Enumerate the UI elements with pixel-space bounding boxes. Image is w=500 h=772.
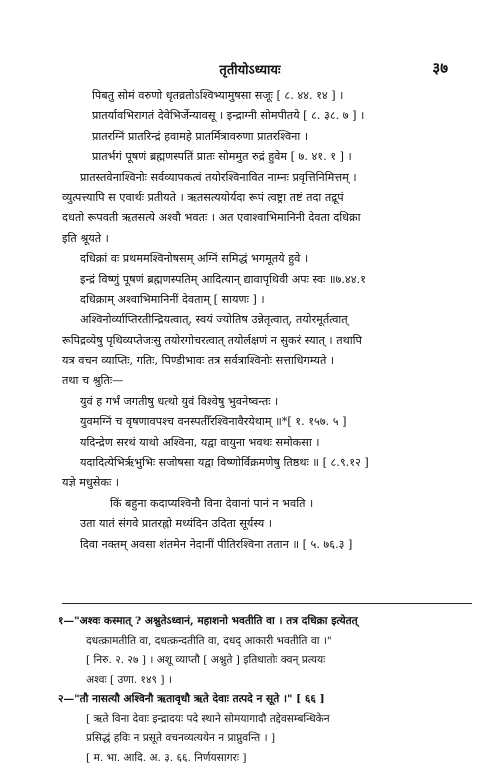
text-line: यज्ञे मधुसेकः । — [62, 476, 119, 490]
text-line: व्युत्पत्त्यापि स एवार्थः प्रतीयते । ऋतसत्ययोर्यदा रूपं त्वष्ट्रा तष्टं तदा तद्रूपं — [62, 190, 344, 204]
text-line: प्रातरग्निं प्रातरिन्द्रं हवामहे प्रातर्मित्रावरुणा प्रातरश्विना । — [92, 129, 309, 143]
text-line: दिवा नक्तम् अवसा शंतमेन नेदानीं पीतिरश्विना ततान ॥ [ ५. ७६.३ ] — [80, 537, 353, 551]
main-text — [62, 86, 472, 555]
footnote-line: [ निरु. २. २७ ] । अशू व्याप्तौ [ अश्नुते ] इतिधातोः क्वन् प्रत्ययः — [86, 654, 326, 666]
text-line: युवं ह गर्भं जगतीषु धत्थो युवं विश्वेषु भुवनेष्वन्तः । — [80, 394, 279, 408]
text-line: अश्विनोर्व्याप्तिरतीन्द्रियत्वात्, स्वयं ज्योतिष उन्नेतृत्वात्, तयोरमूर्तत्वात् — [80, 313, 348, 327]
text-line: प्रातस्तवेनाश्विनोः सर्वव्यापकत्वं तयोरश्विनावित नाम्नः प्रवृत्तिनिमित्तम् । — [80, 170, 357, 184]
text-line: उता यातं संगवे प्रातरह्नो मध्यंदिन उदिता सूर्यस्य । — [80, 517, 273, 531]
footnote-line: [ ऋते विना देवाः इन्द्रादयः पदे स्थाने सोमयागादौ तद्देवसम्बन्धिकेन — [86, 712, 330, 725]
text-line: इति श्रूयते । — [62, 231, 109, 245]
page-header — [0, 58, 500, 80]
footnote-line: अश्वः [ उणा. १४९ ] । — [86, 673, 172, 686]
footnotes — [58, 612, 478, 768]
footnote-line: प्रसिद्धं हविः न प्रसूते वचनव्यत्ययेन न प्राप्नुवन्ति । ] — [86, 732, 276, 744]
text-line: यदिन्द्रेण सरथं याथो अश्विना, यद्वा वायुना भवथः समोकसा । — [80, 435, 320, 449]
running-title: तृतीयोऽध्यायः — [219, 63, 281, 78]
text-line: पिबतु सोमं वरुणो धृतव्रतोऽश्विभ्यामुषसा सजूः [ ८. ४४. १४ ] । — [92, 89, 344, 102]
footnote-line: [ म. भा. आदि. अ. ३. ६६. निर्णयसागरः ] — [86, 751, 247, 764]
page-number: ३७ — [432, 59, 448, 77]
text-line: यदादित्येभिर्ऋभुभिः सजोषसा यद्वा विष्णोर्विक्रमणेषु तिष्ठथः ॥ [ ८.९.१२ ] — [80, 456, 369, 470]
footnote-divider — [62, 603, 472, 604]
text-line: इन्द्रं विष्णुं पूषणं ब्रह्मणस्पतिम् आदित्यान् द्यावापृथिवी अपः स्वः ॥७.४४.१ — [80, 272, 366, 286]
footnote-line: दधत्क्रामतीति वा, दधत्क्रन्दतीति वा, दधद् आकारी भवतीति वा ।" — [86, 634, 332, 647]
text-line: प्रातर्भगं पूषणं ब्रह्मणस्पतिं प्रातः सोममुत रुद्रं हुवेम [ ७. ४१. १ ] । — [92, 150, 352, 164]
text-line: यत्र वचन व्याप्तिः, गतिः, पिण्डीभावः तत्र सर्वत्राश्विनोः सत्ताधिगम्यते । — [62, 354, 335, 368]
text-line: दधतो रूपवती ऋतसत्ये अश्वौ भवतः । अत एवाश्वाभिमानिनी देवता दधिक्रा — [62, 211, 361, 225]
text-line: युवमग्निं च वृषणावपश्च वनस्पतीँरश्विनावैरयेथाम् ॥*[ १. १५७. ५ ] — [80, 415, 347, 429]
text-line: किं बहुना कदाप्यश्विनौ विना देवानां पानं न भवति । — [110, 496, 314, 510]
text-line: दधिक्राम् अश्वाभिमानिनीं देवताम् [ सायणः ] । — [80, 292, 265, 306]
text-line: तथा च श्रुतिः— — [62, 374, 124, 388]
footnote-line: २—"तौ नासत्यौ अश्विनौ ऋतावृधौ ऋते देवाः तत्पदे न सूते ।" [ ६६ ] — [58, 693, 325, 705]
footnote-line: १—"अश्वः कस्मात् ? अश्नुतेऽध्वानं, महाशनो भवतीति वा । तत्र दधिक्रा इत्येतत् — [58, 615, 358, 627]
text-line: दधिक्रां वः प्रथममश्विनोषसम् अग्निं समिद्धं भगमूतये हुवे । — [80, 252, 309, 266]
text-line: प्रातर्यावभिरागतं देवेभिर्जेन्यावसू । इन्द्राग्नी सोमपीतये [ ८. ३८. ७ ] । — [92, 109, 365, 123]
text-line: रूपिद्रव्येषु पृथिव्यप्तेजःसु तयोरगोचरत्वात् तयोर्लक्षणं न सुकरं स्यात् । तथापि — [62, 333, 362, 347]
